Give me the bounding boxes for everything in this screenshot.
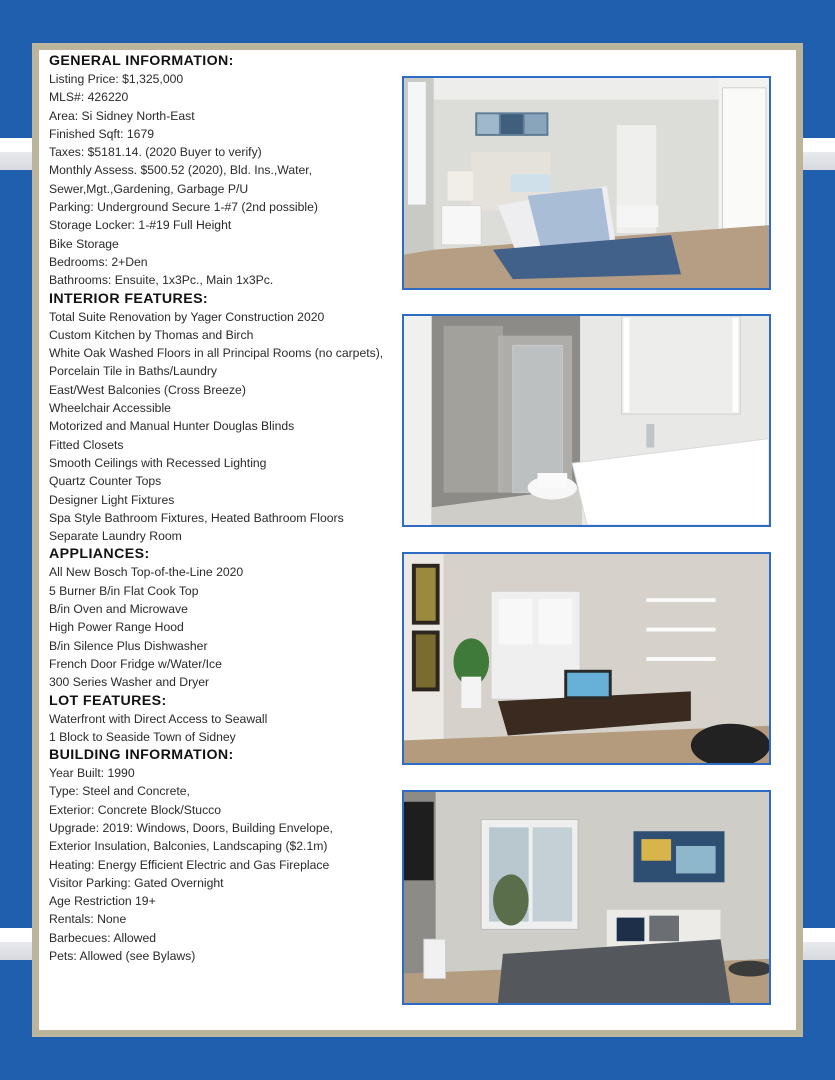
detail-line: Smooth Ceilings with Recessed Lighting	[49, 455, 267, 470]
detail-line: Bedrooms: 2+Den	[49, 254, 148, 269]
detail-line: Quartz Counter Tops	[49, 474, 162, 489]
photo-den-office	[402, 552, 771, 765]
detail-line: Rentals: None	[49, 912, 127, 927]
detail-line: Bike Storage	[49, 236, 119, 251]
detail-line: Sewer,Mgt.,Gardening, Garbage P/U	[49, 181, 249, 196]
detail-line: Separate Laundry Room	[49, 529, 182, 544]
detail-line: Area: Si Sidney North-East	[49, 108, 195, 123]
detail-line: French Door Fridge w/Water/Ice	[49, 656, 222, 671]
section-heading: GENERAL INFORMATION:	[49, 53, 234, 69]
detail-line: Exterior: Concrete Block/Stucco	[49, 802, 222, 817]
detail-line: Barbecues: Allowed	[49, 930, 157, 945]
detail-line: Pets: Allowed (see Bylaws)	[49, 949, 196, 964]
detail-line: All New Bosch Top-of-the-Line 2020	[49, 565, 244, 580]
photo-ensuite-bathroom	[402, 314, 771, 527]
photo-second-bedroom	[402, 790, 771, 1005]
detail-line: White Oak Washed Floors in all Principal Rooms (no carpets),	[49, 346, 384, 361]
detail-line: Taxes: $5181.14. (2020 Buyer to verify)	[49, 145, 262, 160]
detail-line: B/in Silence Plus Dishwasher	[49, 638, 208, 653]
detail-line: Age Restriction 19+	[49, 894, 156, 909]
detail-line: Monthly Assess. $500.52 (2020), Bld. Ins.,Water,	[49, 163, 313, 178]
photo-master-bedroom	[402, 76, 771, 290]
detail-line: Parking: Underground Secure 1-#7 (2nd possible)	[49, 200, 318, 215]
section-interior-features	[49, 290, 394, 546]
detail-line: Wheelchair Accessible	[49, 401, 171, 416]
section-heading: INTERIOR FEATURES:	[49, 290, 209, 307]
detail-line: Designer Light Fixtures	[49, 492, 175, 507]
detail-line: Fitted Closets	[49, 437, 124, 452]
section-general-information	[49, 52, 394, 290]
detail-line: Exterior Insulation, Balconies, Landscaping ($2.1m)	[49, 839, 328, 854]
detail-line: MLS#: 426220	[49, 90, 129, 105]
detail-line: Bathrooms: Ensuite, 1x3Pc., Main 1x3Pc.	[49, 273, 274, 288]
detail-line: High Power Range Hood	[49, 620, 184, 635]
detail-line: Spa Style Bathroom Fixtures, Heated Bathroom Floors	[49, 510, 344, 525]
section-lot-features	[49, 692, 394, 747]
section-building-information	[49, 746, 394, 965]
detail-line: Listing Price: $1,325,000	[49, 72, 184, 86]
detail-line: Motorized and Manual Hunter Douglas Blinds	[49, 419, 295, 434]
detail-line: Upgrade: 2019: Windows, Doors, Building Envelope,	[49, 820, 333, 835]
section-heading: APPLIANCES:	[49, 546, 150, 563]
detail-line: Type: Steel and Concrete,	[49, 784, 190, 799]
detail-line: Storage Locker: 1-#19 Full Height	[49, 218, 232, 233]
detail-line: 300 Series Washer and Dryer	[49, 675, 210, 690]
detail-line: B/in Oven and Microwave	[49, 602, 188, 617]
detail-line: East/West Balconies (Cross Breeze)	[49, 382, 246, 397]
detail-line: 1 Block to Seaside Town of Sidney	[49, 729, 236, 744]
section-heading: LOT FEATURES:	[49, 692, 167, 709]
detail-line: Total Suite Renovation by Yager Construction 2020	[49, 309, 325, 324]
detail-line: 5 Burner B/in Flat Cook Top	[49, 583, 199, 598]
detail-line: Heating: Energy Efficient Electric and Gas Fireplace	[49, 857, 330, 872]
detail-line: Year Built: 1990	[49, 766, 135, 781]
section-heading: BUILDING INFORMATION:	[49, 747, 234, 764]
section-appliances	[49, 545, 394, 691]
detail-line: Waterfront with Direct Access to Seawall	[49, 711, 268, 726]
detail-line: Visitor Parking: Gated Overnight	[49, 875, 224, 890]
detail-line: Finished Sqft: 1679	[49, 126, 155, 141]
detail-line: Custom Kitchen by Thomas and Birch	[49, 327, 254, 342]
detail-line: Porcelain Tile in Baths/Laundry	[49, 364, 218, 379]
listing-details	[49, 52, 394, 965]
